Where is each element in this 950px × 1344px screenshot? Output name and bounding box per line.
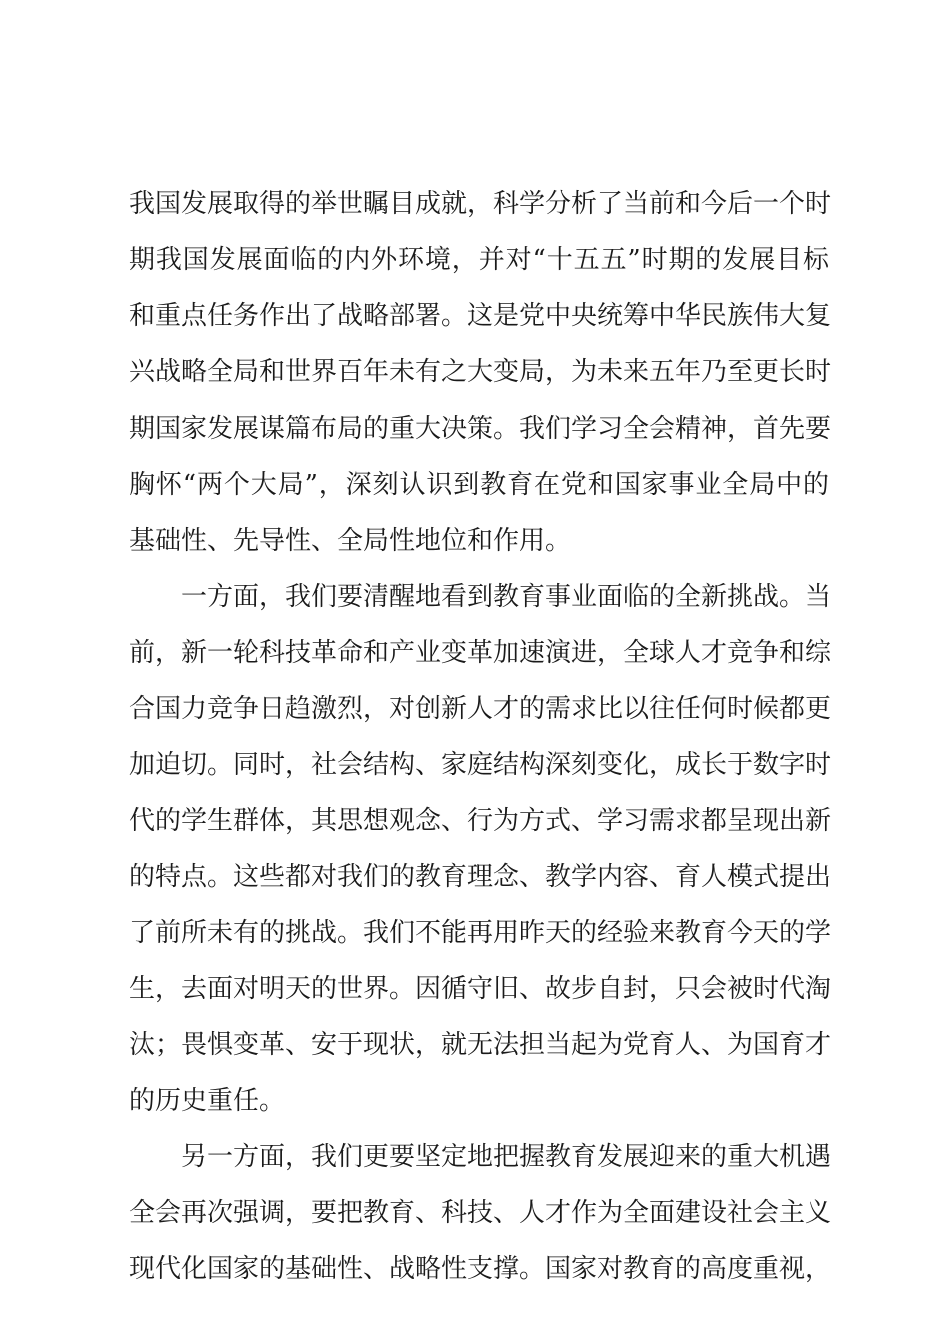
text-line: 生，去面对明天的世界。因循守旧、故步自封，只会被时代淘 [129, 974, 832, 1004]
paragraph-first-line: 一方面，我们要清醒地看到教育事业面临的全新挑战。当 [181, 582, 832, 612]
text-line: 代的学生群体，其思想观念、行为方式、学习需求都呈现出新 [129, 806, 832, 836]
text-line: 期国家发展谋篇布局的重大决策。我们学习全会精神，首先要 [129, 414, 832, 444]
text-line: 现代化国家的基础性、战略性支撑。国家对教育的高度重视， [129, 1254, 832, 1284]
text-line: 加迫切。同时，社会结构、家庭结构深刻变化，成长于数字时 [129, 750, 832, 780]
text-line: 的历史重任。 [129, 1086, 286, 1116]
paragraph-first-line: 另一方面，我们更要坚定地把握教育发展迎来的重大机遇 [181, 1142, 832, 1172]
text-line: 期我国发展面临的内外环境，并对“十五五”时期的发展目标 [129, 245, 829, 275]
text-line: 了前所未有的挑战。我们不能再用昨天的经验来教育今天的学 [129, 918, 832, 948]
text-line: 兴战略全局和世界百年未有之大变局，为未来五年乃至更长时 [129, 357, 832, 387]
text-line: 前，新一轮科技革命和产业变革加速演进，全球人才竞争和综 [129, 638, 832, 668]
text-line: 基础性、先导性、全局性地位和作用。 [129, 526, 572, 556]
text-line: 的特点。这些都对我们的教育理念、教学内容、育人模式提出 [129, 862, 832, 892]
text-line: 合国力竞争日趋激烈，对创新人才的需求比以往任何时候都更 [129, 694, 832, 724]
text-line: 和重点任务作出了战略部署。这是党中央统筹中华民族伟大复 [129, 301, 832, 331]
text-line: 胸怀“两个大局”，深刻认识到教育在党和国家事业全局中的 [129, 470, 829, 500]
text-line: 全会再次强调，要把教育、科技、人才作为全面建设社会主义 [129, 1198, 832, 1228]
text-line: 我国发展取得的举世瞩目成就，科学分析了当前和今后一个时 [129, 189, 832, 219]
text-line: 汰；畏惧变革、安于现状，就无法担当起为党育人、为国育才 [129, 1030, 832, 1060]
